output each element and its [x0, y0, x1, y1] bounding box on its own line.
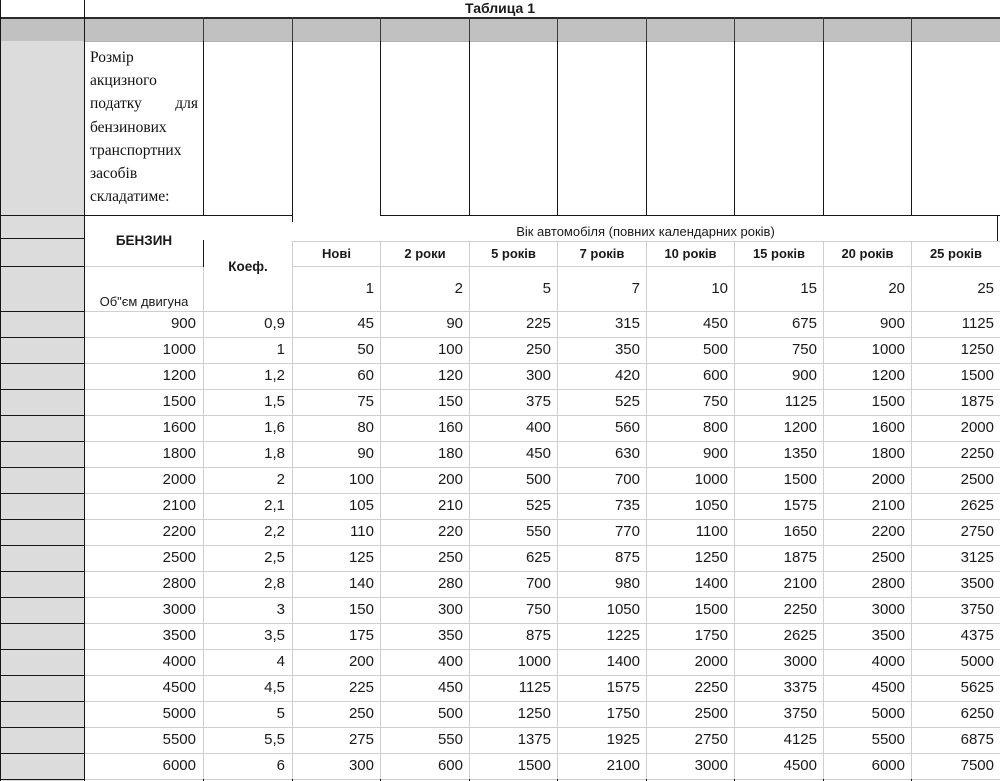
- tax-value-cell[interactable]: 675: [791, 315, 817, 332]
- age-multiplier-cell[interactable]: 25: [977, 280, 994, 297]
- cell-border: [646, 41, 647, 215]
- tax-value-cell[interactable]: 630: [614, 445, 640, 462]
- coef-cell[interactable]: 2,8: [264, 575, 285, 592]
- tax-value-cell[interactable]: 220: [437, 523, 463, 540]
- tax-value-cell[interactable]: 900: [791, 367, 817, 384]
- tax-value-cell[interactable]: 3500: [960, 575, 994, 592]
- tax-value-cell[interactable]: 300: [525, 367, 551, 384]
- tax-value-cell[interactable]: 3750: [960, 601, 994, 618]
- tax-value-cell[interactable]: 700: [525, 575, 551, 592]
- tax-value-cell[interactable]: 1225: [606, 627, 640, 644]
- tax-value-cell[interactable]: 875: [614, 549, 640, 566]
- tax-value-cell[interactable]: 1400: [694, 575, 728, 592]
- tax-value-cell[interactable]: 1250: [694, 549, 728, 566]
- tax-value-cell[interactable]: 3375: [783, 679, 817, 696]
- tax-value-cell[interactable]: 4125: [783, 731, 817, 748]
- tax-value-cell[interactable]: 1250: [517, 705, 551, 722]
- coef-cell[interactable]: 4,5: [264, 679, 285, 696]
- tax-value-cell[interactable]: 1250: [960, 341, 994, 358]
- coef-cell[interactable]: 0,9: [264, 315, 285, 332]
- age-header-cell[interactable]: Нові: [322, 246, 351, 261]
- tax-value-cell[interactable]: 1650: [783, 523, 817, 540]
- tax-value-cell[interactable]: 2800: [871, 575, 905, 592]
- cell-border: [292, 41, 293, 215]
- tax-value-cell[interactable]: 160: [437, 419, 463, 436]
- tax-value-cell[interactable]: 1000: [871, 341, 905, 358]
- tax-value-cell[interactable]: 250: [525, 341, 551, 358]
- engine-volume-cell[interactable]: 2200: [162, 523, 196, 540]
- tax-value-cell[interactable]: 100: [437, 341, 463, 358]
- coef-label-cell[interactable]: Коеф.: [228, 258, 268, 274]
- tax-value-cell[interactable]: 2200: [871, 523, 905, 540]
- tax-value-cell[interactable]: 700: [614, 471, 640, 488]
- tax-value-cell[interactable]: 90: [357, 445, 374, 462]
- tax-value-cell[interactable]: 1600: [871, 419, 905, 436]
- tax-value-cell[interactable]: 75: [357, 393, 374, 410]
- tax-value-cell[interactable]: 90: [446, 315, 463, 332]
- tax-value-cell[interactable]: 2000: [960, 419, 994, 436]
- tax-value-cell[interactable]: 2100: [606, 757, 640, 774]
- cell-border: [734, 41, 735, 215]
- tax-value-cell[interactable]: 500: [437, 705, 463, 722]
- tax-value-cell[interactable]: 250: [348, 705, 374, 722]
- tax-value-cell[interactable]: 1750: [694, 627, 728, 644]
- intro-text: Розмір акцизного податку для бензинових транспортних засобів складатиме:: [90, 49, 198, 206]
- tax-value-cell[interactable]: 625: [525, 549, 551, 566]
- tax-value-cell[interactable]: 1875: [960, 393, 994, 410]
- fuel-type-cell[interactable]: БЕНЗИН: [115, 233, 173, 248]
- engine-volume-cell[interactable]: 2100: [162, 497, 196, 514]
- engine-volume-cell[interactable]: 1800: [162, 445, 196, 462]
- age-header-cell[interactable]: 15 років: [752, 246, 806, 261]
- tax-value-cell[interactable]: 2250: [694, 679, 728, 696]
- tax-value-cell[interactable]: 200: [437, 471, 463, 488]
- tax-value-cell[interactable]: 150: [348, 601, 374, 618]
- tax-value-cell[interactable]: 45: [357, 315, 374, 332]
- engine-volume-cell[interactable]: 5000: [162, 705, 196, 722]
- tax-value-cell[interactable]: 900: [702, 445, 728, 462]
- tax-value-cell[interactable]: 1050: [606, 601, 640, 618]
- tax-value-cell[interactable]: 560: [614, 419, 640, 436]
- tax-value-cell[interactable]: 5000: [871, 705, 905, 722]
- tax-value-cell[interactable]: 1750: [606, 705, 640, 722]
- age-header-cell[interactable]: 5 років: [491, 246, 536, 261]
- coef-cell[interactable]: 2,2: [264, 523, 285, 540]
- tax-value-cell[interactable]: 2100: [871, 497, 905, 514]
- tax-value-cell[interactable]: 500: [525, 471, 551, 488]
- tax-value-cell[interactable]: 750: [702, 393, 728, 410]
- tax-value-cell[interactable]: 6875: [960, 731, 994, 748]
- tax-value-cell[interactable]: 600: [437, 757, 463, 774]
- tax-value-cell[interactable]: 550: [437, 731, 463, 748]
- tax-value-cell[interactable]: 2500: [871, 549, 905, 566]
- tax-value-cell[interactable]: 5500: [871, 731, 905, 748]
- tax-value-cell[interactable]: 1400: [606, 653, 640, 670]
- age-multiplier-cell[interactable]: 7: [631, 280, 640, 297]
- tax-value-cell[interactable]: 525: [525, 497, 551, 514]
- tax-value-cell[interactable]: 1575: [783, 497, 817, 514]
- tax-value-cell[interactable]: 6000: [871, 757, 905, 774]
- tax-value-cell[interactable]: 4500: [871, 679, 905, 696]
- tax-value-cell[interactable]: 150: [437, 393, 463, 410]
- tax-value-cell[interactable]: 500: [702, 341, 728, 358]
- tax-value-cell[interactable]: 105: [348, 497, 374, 514]
- tax-value-cell[interactable]: 100: [348, 471, 374, 488]
- tax-value-cell[interactable]: 1500: [783, 471, 817, 488]
- tax-value-cell[interactable]: 2250: [960, 445, 994, 462]
- tax-value-cell[interactable]: 250: [437, 549, 463, 566]
- tax-value-cell[interactable]: 1000: [517, 653, 551, 670]
- tax-value-cell[interactable]: 1350: [783, 445, 817, 462]
- engine-volume-cell[interactable]: 3000: [162, 601, 196, 618]
- tax-value-cell[interactable]: 2625: [783, 627, 817, 644]
- engine-volume-cell[interactable]: 5500: [162, 731, 196, 748]
- tax-value-cell[interactable]: 2500: [694, 705, 728, 722]
- engine-volume-cell[interactable]: 1000: [162, 341, 196, 358]
- tax-value-cell[interactable]: 2750: [960, 523, 994, 540]
- engine-volume-cell[interactable]: 2800: [162, 575, 196, 592]
- age-header-cell[interactable]: 7 років: [579, 246, 625, 261]
- age-title-cell[interactable]: Вік автомобіля (повних календарних років): [516, 223, 775, 239]
- coef-cell[interactable]: 1,6: [264, 419, 285, 436]
- tax-value-cell[interactable]: 450: [525, 445, 551, 462]
- tax-value-cell[interactable]: 400: [437, 653, 463, 670]
- engine-volume-cell[interactable]: 4500: [162, 679, 196, 696]
- tax-value-cell[interactable]: 280: [437, 575, 463, 592]
- coef-cell[interactable]: 2,5: [264, 549, 285, 566]
- tax-value-cell[interactable]: 2250: [783, 601, 817, 618]
- tax-value-cell[interactable]: 2000: [871, 471, 905, 488]
- age-header-cell[interactable]: 2 роки: [404, 246, 446, 261]
- tax-value-cell[interactable]: 1125: [518, 679, 551, 696]
- tax-value-cell[interactable]: 3125: [960, 549, 994, 566]
- tax-value-cell[interactable]: 225: [348, 679, 374, 696]
- tax-value-cell[interactable]: 980: [614, 575, 640, 592]
- tax-value-cell[interactable]: 3000: [783, 653, 817, 670]
- tax-value-cell[interactable]: 1125: [784, 393, 817, 410]
- tax-value-cell[interactable]: 750: [791, 341, 817, 358]
- tax-value-cell[interactable]: 6250: [960, 705, 994, 722]
- engine-volume-cell[interactable]: 1200: [162, 367, 196, 384]
- coef-cell[interactable]: 1,5: [264, 393, 285, 410]
- tax-value-cell[interactable]: 1200: [871, 367, 905, 384]
- coef-cell[interactable]: 1,8: [264, 445, 285, 462]
- tax-value-cell[interactable]: 210: [437, 497, 463, 514]
- tax-value-cell[interactable]: 1500: [960, 367, 994, 384]
- coef-cell[interactable]: 1: [276, 341, 285, 358]
- tax-value-cell[interactable]: 1875: [783, 549, 817, 566]
- age-header-cell[interactable]: 20 років: [841, 246, 894, 261]
- tax-value-cell[interactable]: 2100: [783, 575, 817, 592]
- age-multiplier-cell[interactable]: 1: [365, 280, 374, 297]
- tax-value-cell[interactable]: 350: [437, 627, 463, 644]
- coef-cell[interactable]: 1,2: [264, 367, 285, 384]
- row-header-column: [0, 41, 84, 781]
- tax-value-cell[interactable]: 1125: [961, 315, 994, 332]
- tax-value-cell[interactable]: 1050: [694, 497, 728, 514]
- tax-value-cell[interactable]: 1200: [783, 419, 817, 436]
- tax-value-cell[interactable]: 770: [614, 523, 640, 540]
- coef-cell[interactable]: 3,5: [264, 627, 285, 644]
- engine-volume-cell[interactable]: 2000: [162, 471, 196, 488]
- tax-value-cell[interactable]: 1925: [606, 731, 640, 748]
- age-multiplier-cell[interactable]: 2: [454, 280, 463, 297]
- tax-value-cell[interactable]: 1500: [871, 393, 905, 410]
- coef-cell[interactable]: 2: [276, 471, 285, 488]
- column-header-band: [0, 17, 1000, 42]
- tax-value-cell[interactable]: 400: [525, 419, 551, 436]
- tax-value-cell[interactable]: 1575: [606, 679, 640, 696]
- tax-value-cell[interactable]: 875: [525, 627, 551, 644]
- cell-border: [911, 41, 912, 215]
- intro-text-cell[interactable]: [85, 42, 203, 215]
- tax-value-cell[interactable]: 140: [348, 575, 374, 592]
- tax-value-cell[interactable]: 1500: [517, 757, 551, 774]
- tax-value-cell[interactable]: 3500: [871, 627, 905, 644]
- coef-cell[interactable]: 3: [276, 601, 285, 618]
- tax-value-cell[interactable]: 2500: [960, 471, 994, 488]
- tax-value-cell[interactable]: 1500: [694, 601, 728, 618]
- engine-volume-cell[interactable]: 4000: [162, 653, 196, 670]
- gridline: [84, 779, 1000, 780]
- tax-value-cell[interactable]: 300: [348, 757, 374, 774]
- tax-value-cell[interactable]: 3000: [871, 601, 905, 618]
- tax-value-cell[interactable]: 80: [357, 419, 374, 436]
- tax-value-cell[interactable]: 2750: [694, 731, 728, 748]
- cell-border: [380, 41, 381, 215]
- coef-cell[interactable]: 4: [276, 653, 285, 670]
- tax-value-cell[interactable]: 1375: [517, 731, 551, 748]
- table-caption: Таблица 1: [464, 0, 536, 16]
- coef-cell[interactable]: 5,5: [264, 731, 285, 748]
- tax-value-cell[interactable]: 420: [614, 367, 640, 384]
- age-multiplier-cell[interactable]: 15: [800, 280, 817, 297]
- engine-volume-cell[interactable]: 1500: [162, 393, 196, 410]
- age-multiplier-cell[interactable]: 5: [542, 280, 551, 297]
- engine-volume-cell[interactable]: 2500: [162, 549, 196, 566]
- tax-value-cell[interactable]: 225: [525, 315, 551, 332]
- tax-value-cell[interactable]: 2625: [960, 497, 994, 514]
- tax-value-cell[interactable]: 5000: [960, 653, 994, 670]
- tax-value-cell[interactable]: 525: [614, 393, 640, 410]
- tax-value-cell[interactable]: 50: [357, 341, 374, 358]
- age-header-cell[interactable]: 10 років: [664, 246, 717, 261]
- tax-value-cell[interactable]: 180: [437, 445, 463, 462]
- tax-value-cell[interactable]: 1800: [871, 445, 905, 462]
- tax-value-cell[interactable]: 110: [350, 523, 374, 540]
- age-header-cell[interactable]: 25 років: [929, 246, 983, 261]
- coef-cell[interactable]: 5: [276, 705, 285, 722]
- tax-value-cell[interactable]: 750: [525, 601, 551, 618]
- tax-value-cell[interactable]: 450: [437, 679, 463, 696]
- engine-volume-cell[interactable]: 1600: [162, 419, 196, 436]
- age-multiplier-cell[interactable]: 20: [888, 280, 905, 297]
- tax-value-cell[interactable]: 275: [348, 731, 374, 748]
- cell-border: [203, 41, 204, 215]
- tax-value-cell[interactable]: 4375: [960, 627, 994, 644]
- tax-value-cell[interactable]: 120: [437, 367, 463, 384]
- cell-border: [823, 41, 824, 215]
- engine-volume-cell[interactable]: 6000: [162, 757, 196, 774]
- coef-cell[interactable]: 6: [276, 757, 285, 774]
- tax-value-cell[interactable]: 550: [525, 523, 551, 540]
- tax-value-cell[interactable]: 4000: [871, 653, 905, 670]
- engine-volume-label-cell[interactable]: Об"єм двигуна: [99, 294, 189, 309]
- engine-volume-cell[interactable]: 900: [170, 315, 196, 332]
- cell-border: [557, 41, 558, 215]
- tax-value-cell[interactable]: 3000: [694, 757, 728, 774]
- tax-value-cell[interactable]: 4500: [783, 757, 817, 774]
- coef-cell[interactable]: 2,1: [264, 497, 285, 514]
- age-multiplier-cell[interactable]: 10: [711, 280, 728, 297]
- engine-volume-cell[interactable]: 3500: [162, 627, 196, 644]
- tax-value-cell[interactable]: 1000: [694, 471, 728, 488]
- tax-value-cell[interactable]: 60: [357, 367, 374, 384]
- tax-value-cell[interactable]: 375: [525, 393, 551, 410]
- tax-value-cell[interactable]: 350: [614, 341, 640, 358]
- tax-value-cell[interactable]: 450: [702, 315, 728, 332]
- tax-value-cell[interactable]: 800: [702, 419, 728, 436]
- tax-value-cell[interactable]: 3750: [783, 705, 817, 722]
- tax-value-cell[interactable]: 315: [614, 315, 640, 332]
- tax-value-cell[interactable]: 1100: [695, 523, 728, 540]
- tax-value-cell[interactable]: 2000: [694, 653, 728, 670]
- tax-value-cell[interactable]: 900: [879, 315, 905, 332]
- tax-value-cell[interactable]: 5625: [960, 679, 994, 696]
- cell-border: [469, 41, 470, 215]
- tax-value-cell[interactable]: 200: [348, 653, 374, 670]
- tax-value-cell[interactable]: 125: [348, 549, 374, 566]
- tax-value-cell[interactable]: 7500: [960, 757, 994, 774]
- tax-value-cell[interactable]: 300: [437, 601, 463, 618]
- tax-value-cell[interactable]: 735: [614, 497, 640, 514]
- tax-value-cell[interactable]: 600: [702, 367, 728, 384]
- tax-value-cell[interactable]: 175: [348, 627, 374, 644]
